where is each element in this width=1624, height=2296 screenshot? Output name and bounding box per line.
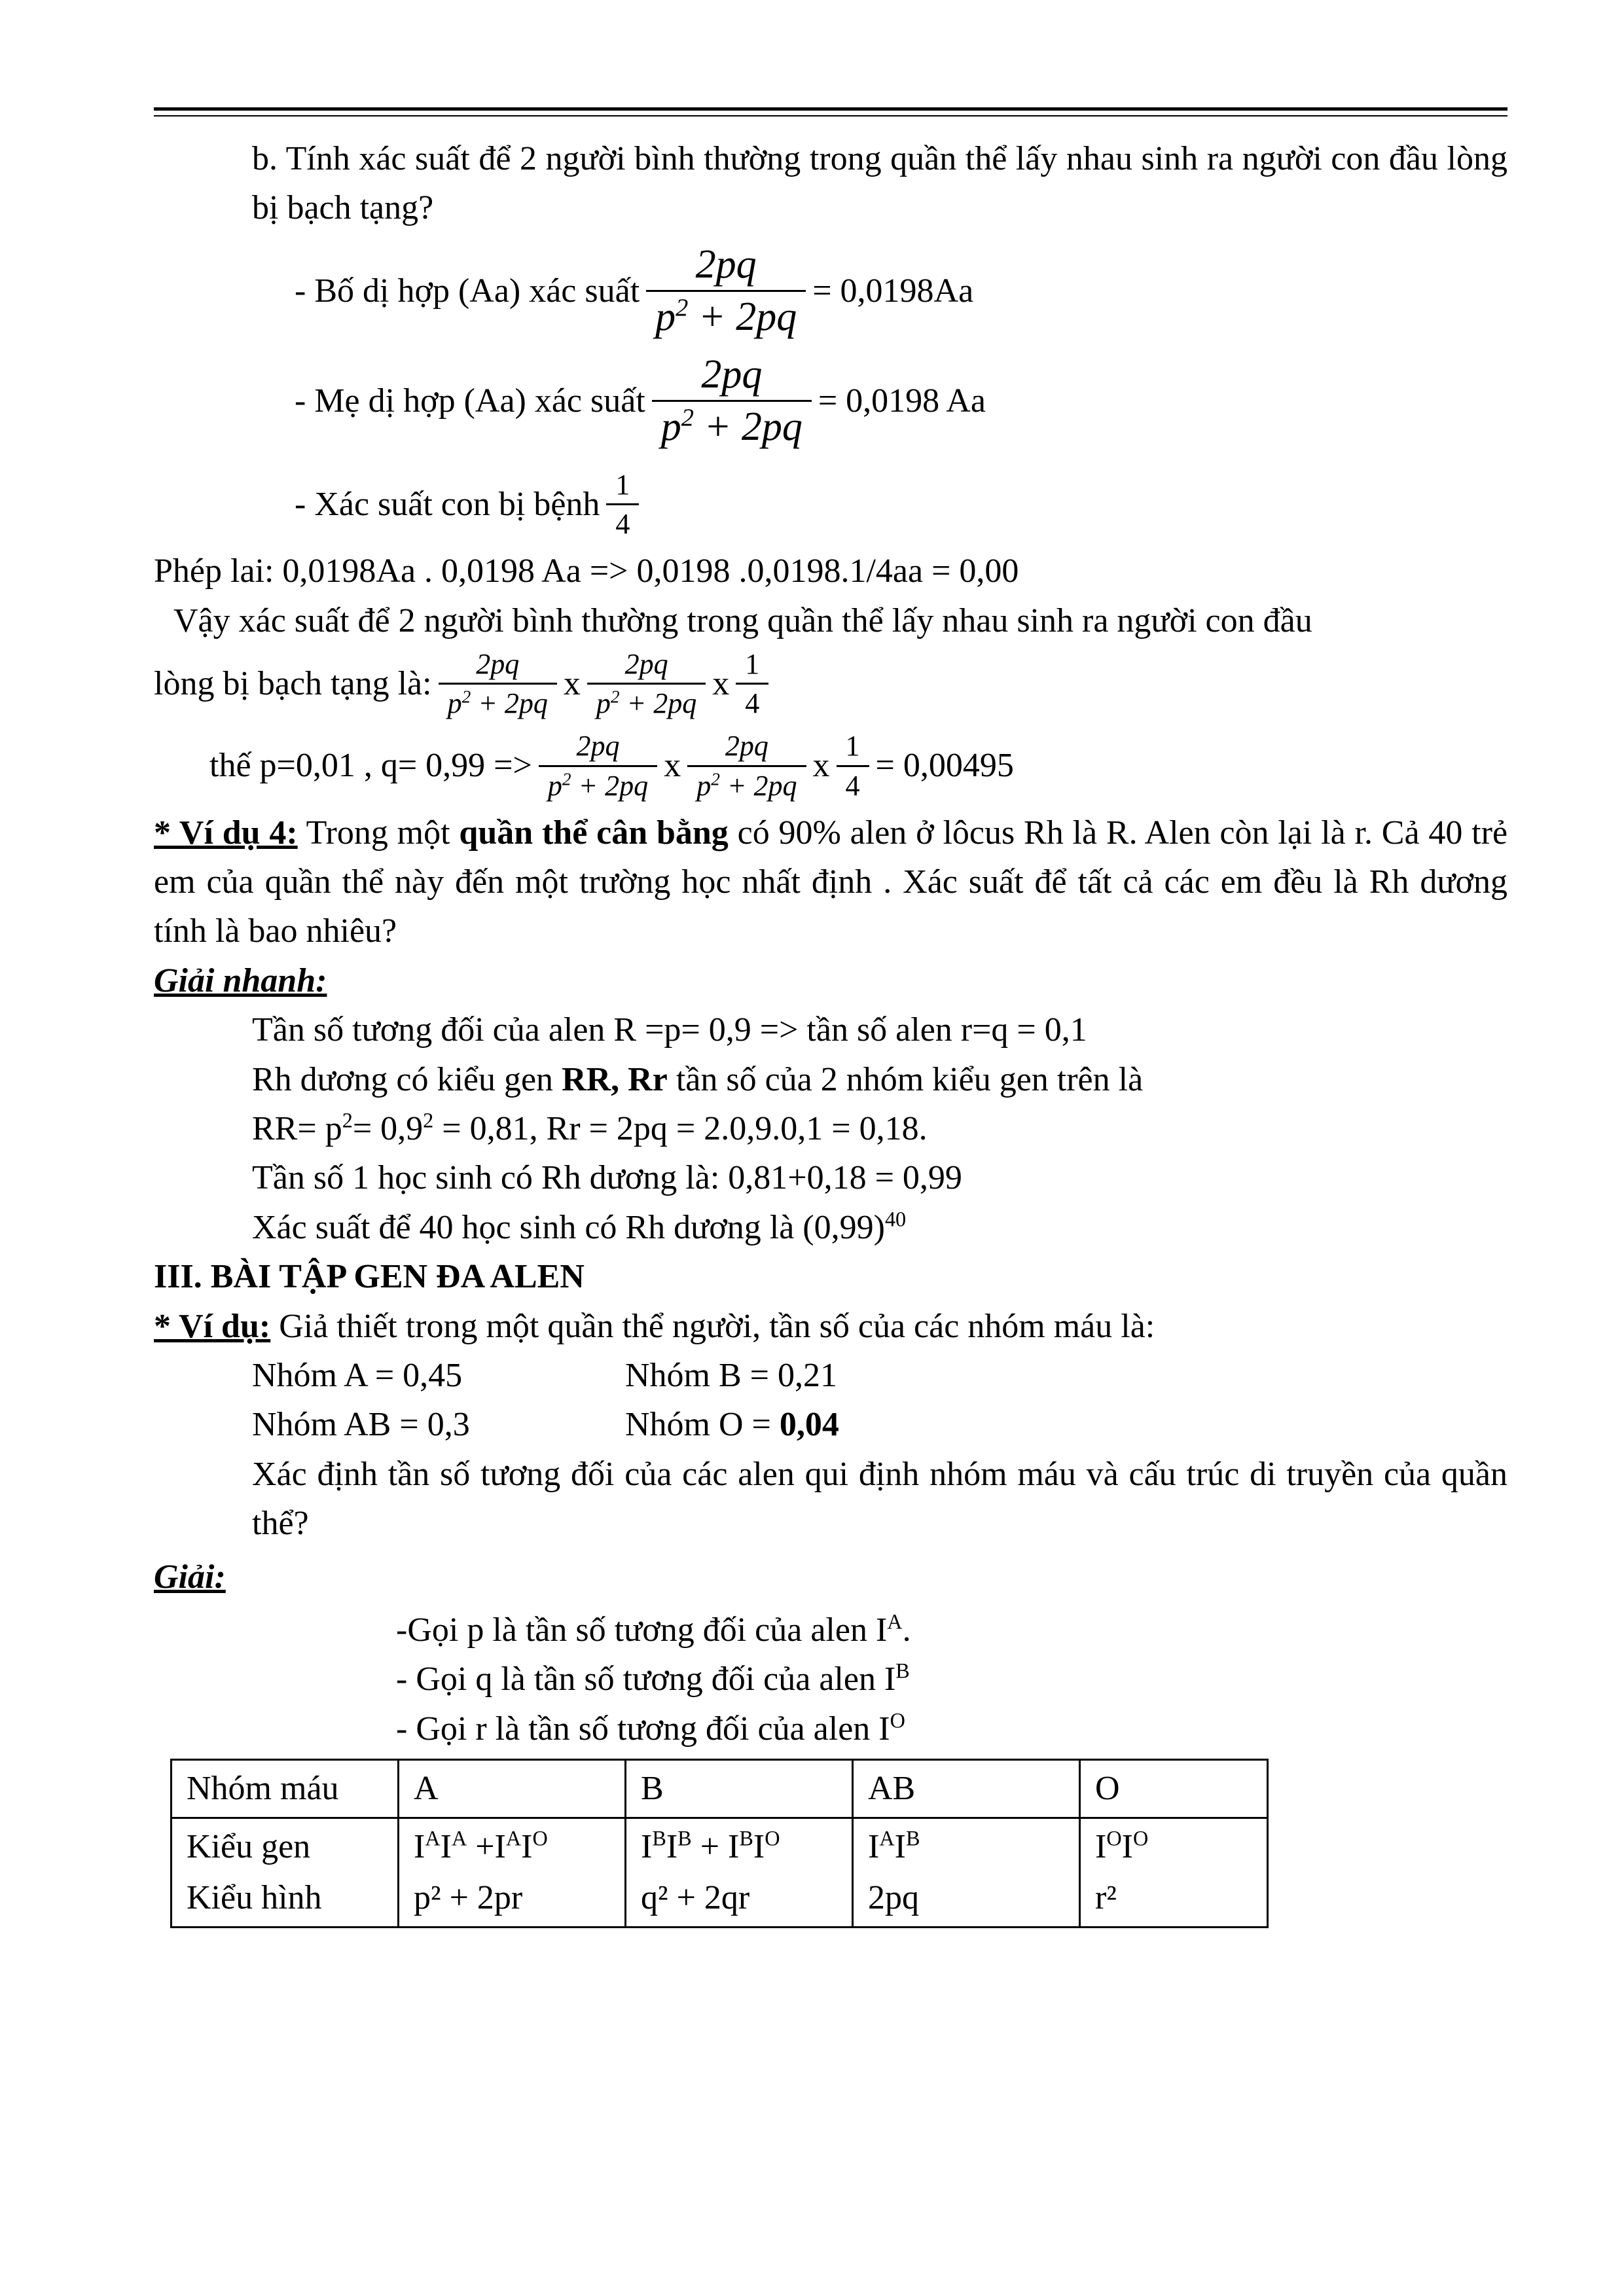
fraction-1: $\frac{2pq}{p^2 + 2pq}$ xyxy=(539,727,657,804)
result-value: = 0,00495 xyxy=(875,747,1014,785)
mother-fraction xyxy=(652,350,812,453)
let-p-line: -Gọi p là tần số tương đối của alen $I^A$. xyxy=(396,1609,911,1649)
quarter-fraction: $\frac{1}{4}$ xyxy=(837,727,869,804)
genotype-o: $I^OI^O$ xyxy=(1095,1826,1149,1866)
example-4-statement: * Ví dụ 4: Trong một quần thể cân bằng có 90% alen ở lôcus Rh là R. Alen còn lại là r. Cả 40 trẻ em của quần thể này đến một trường học nhất định . Xác suất để tất cả các em đều là Rh dương tính là bao nhiêu? xyxy=(154,814,1508,950)
mother-label: - Mẹ dị hợp (Aa) xác suất xyxy=(295,382,645,420)
group-o: Nhóm O = 0,04 xyxy=(625,1406,839,1444)
mother-probability xyxy=(154,350,1507,453)
let-r-line: - Gọi r là tần số tương đối của alen $I^O$ xyxy=(396,1708,905,1748)
times-sign: x xyxy=(712,664,730,702)
father-value: = 0,0198Aa xyxy=(812,272,974,310)
solution-title: Giải: xyxy=(154,1558,226,1596)
solution-line-5: Xác suất để 40 học sinh có Rh dương là $(0,99)^{40}$ xyxy=(252,1207,907,1246)
child-probability xyxy=(154,466,1507,543)
section-3-title: III. BÀI TẬP GEN ĐA ALEN xyxy=(154,1258,585,1296)
genotype-a: $I^AI^A +I^AI^O$ xyxy=(414,1826,548,1866)
blood-group-row-2 xyxy=(154,1400,1507,1449)
document-page xyxy=(154,134,1507,1928)
quick-solution-title: Giải nhanh: xyxy=(154,961,327,999)
header-rule-thick xyxy=(154,107,1507,111)
table-header-cell: AB xyxy=(853,1760,1080,1818)
cross-line: Phép lai: 0,0198Aa . 0,0198 Aa => 0,0198 .0,0198.1/4aa = 0,00 xyxy=(154,552,1019,590)
table-header-row xyxy=(171,1760,1268,1818)
fraction-numerator: 2pq xyxy=(701,351,763,397)
table-cell-ab: $I^AI^B$ 2pq xyxy=(853,1818,1080,1928)
table-cell-o: $I^OI^O$ r² xyxy=(1080,1818,1268,1928)
quarter-fraction: $\frac{1}{4}$ xyxy=(736,645,768,722)
genotype-ab: $I^AI^B$ xyxy=(868,1826,920,1866)
table-header-cell: O xyxy=(1080,1760,1268,1818)
group-ab: Nhóm AB = 0,3 xyxy=(252,1406,470,1444)
fraction-denominator: $p^2 + 2pq$ xyxy=(652,400,812,453)
solution-line-4: Tần số 1 học sinh có Rh dương là: 0,81+0,18 = 0,99 xyxy=(252,1159,962,1197)
task-statement: Xác định tần số tương đối của các alen qui định nhóm máu và cấu trúc di truyền của quần thể? xyxy=(252,1455,1507,1543)
father-probability xyxy=(154,240,1507,343)
substitution-line xyxy=(154,727,1507,804)
substitution-label: thế p=0,01 , q= 0,99 => xyxy=(209,747,532,785)
fraction-2: $\frac{2pq}{p^2 + 2pq}$ xyxy=(687,727,806,804)
child-label: - Xác suất con bị bệnh xyxy=(295,485,600,523)
multi-allele-example: * Ví dụ: Giả thiết trong một quần thể người, tần số của các nhóm máu là: xyxy=(154,1307,1155,1345)
father-label: - Bố dị hợp (Aa) xác suất xyxy=(295,272,640,310)
conclusion-label: lòng bị bạch tạng là: xyxy=(154,664,432,702)
mother-value: = 0,0198 Aa xyxy=(818,382,986,420)
table-cell-a: $I^AI^A +I^AI^O$ p² + 2pr xyxy=(399,1818,626,1928)
solution-line-2: Rh dương có kiểu gen RR, Rr tần số của 2 nhóm kiểu gen trên là xyxy=(252,1060,1144,1098)
header-rule-thin xyxy=(154,115,1507,117)
table-cell-labels: Kiểu gen Kiểu hình xyxy=(171,1818,399,1928)
table-header-cell: B xyxy=(626,1760,853,1818)
quarter-fraction: $\frac{1}{4}$ xyxy=(606,466,639,543)
group-b: Nhóm B = 0,21 xyxy=(625,1356,838,1394)
father-fraction xyxy=(646,240,806,343)
conclusion-line-2 xyxy=(154,645,1507,722)
blood-group-table xyxy=(170,1759,1269,1928)
group-a: Nhóm A = 0,45 xyxy=(252,1356,463,1394)
table-cell-b: $I^BI^B + I^BI^O$ q² + 2qr xyxy=(626,1818,853,1928)
genotype-b: $I^BI^B + I^BI^O$ xyxy=(641,1826,780,1866)
part-b-question: b. Tính xác suất để 2 người bình thường trong quần thể lấy nhau sinh ra người con đầu lòng bị bạch tạng? xyxy=(252,140,1507,227)
fraction-2: $\frac{2pq}{p^2 + 2pq}$ xyxy=(587,645,706,722)
times-sign: x xyxy=(812,747,830,785)
times-sign: x xyxy=(563,664,581,702)
times-sign: x xyxy=(664,747,681,785)
solution-line-3: $RR= p^2= 0,9^2 = 0,81$, Rr = 2pq = 2.0,9.0,1 = 0,18. xyxy=(252,1108,928,1148)
fraction-denominator: $p^2 + 2pq$ xyxy=(646,290,806,343)
example-label: * Ví dụ: xyxy=(154,1307,271,1345)
fraction-1: $\frac{2pq}{p^2 + 2pq}$ xyxy=(439,645,557,722)
solution-line-1: Tần số tương đối của alen R =p= 0,9 => tần số alen r=q = 0,1 xyxy=(252,1011,1087,1049)
blood-group-row-1 xyxy=(154,1351,1507,1400)
example-4-label: * Ví dụ 4: xyxy=(154,814,298,852)
table-header-cell: Nhóm máu xyxy=(171,1760,399,1818)
table-header-cell: A xyxy=(399,1760,626,1818)
table-row xyxy=(171,1818,1268,1928)
let-q-line: - Gọi q là tần số tương đối của alen $I^B$ xyxy=(396,1659,910,1698)
fraction-numerator: 2pq xyxy=(695,242,757,287)
conclusion-line-1: Vậy xác suất để 2 người bình thường trong quần thể lấy nhau sinh ra người con đầu xyxy=(173,601,1312,639)
